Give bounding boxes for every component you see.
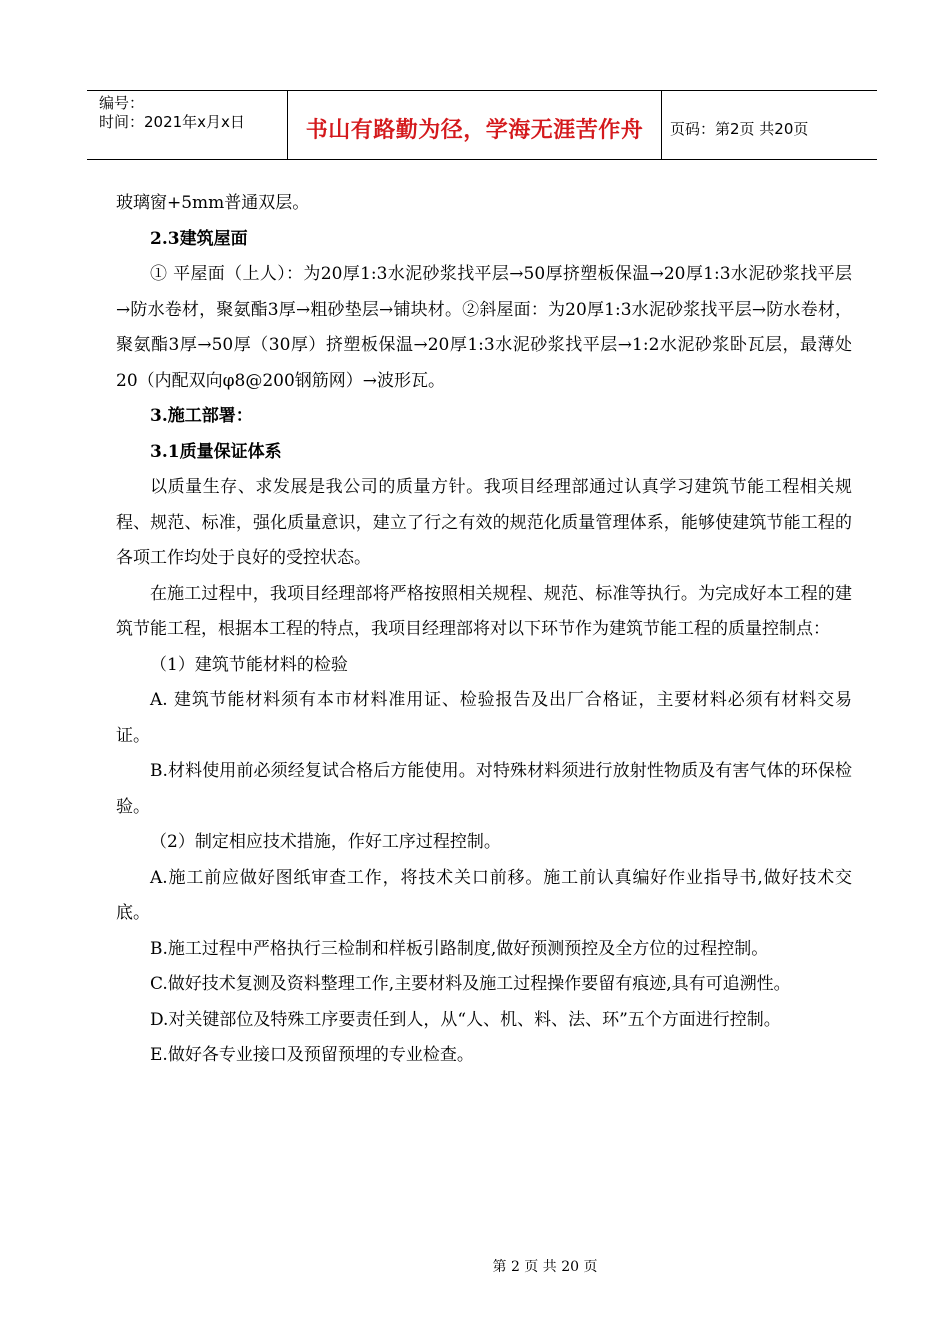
header-page-cell xyxy=(662,91,877,159)
header-table xyxy=(87,90,877,160)
list-item: E.做好各专业接口及预留预埋的专业检查。 xyxy=(150,1045,474,1065)
list-item: A. 建筑节能材料须有本市材料准用证、检验报告及出厂合格证，主要材料必须有材料交易证。 xyxy=(116,690,852,746)
list-heading: （1）建筑节能材料的检验 xyxy=(150,654,348,675)
footer-page-number: 第 2 页 共 20 页 xyxy=(492,1259,598,1275)
paragraph: ① 平屋面（上人）：为20厚1:3水泥砂浆找平层→50厚挤塑板保温→20厚1:3水泥砂浆找平层→防水卷材，聚氨酯3厚→粗砂垫层→铺块材。②斜屋面：为20厚1:3水泥砂浆找平层→防水卷材，聚氨酯3厚→50厚（30厚）挤塑板保温→20厚1:3水泥砂浆找平层→1:2水泥砂浆卧瓦层，最薄处20（内配双向φ8@200钢筋网）→波形瓦。 xyxy=(116,264,852,391)
section-heading: 3.1质量保证体系 xyxy=(150,441,282,462)
header-meta-cell xyxy=(87,91,288,159)
number-label: 编号： xyxy=(99,94,145,112)
paragraph: 以质量生存、求发展是我公司的质量方针。我项目经理部通过认真学习建筑节能工程相关规程、规范、标准，强化质量意识，建立了行之有效的规范化质量管理体系，能够使建筑节能工程的各项工作均处于良好的受控状态。 xyxy=(116,477,852,568)
motto-text: 书山有路勤为径，学海无涯苦作舟 xyxy=(305,117,644,143)
list-item: C.做好技术复测及资料整理工作,主要材料及施工过程操作要留有痕迹,具有可追溯性。 xyxy=(150,974,791,994)
section-heading: 2.3建筑屋面 xyxy=(150,228,248,249)
list-item: B.施工过程中严格执行三检制和样板引路制度,做好预测预控及全方位的过程控制。 xyxy=(150,938,769,959)
time-label: 时间：2021年x月x日 xyxy=(99,113,245,131)
list-item: D.对关键部位及特殊工序要责任到人，从“人、机、料、法、环”五个方面进行控制。 xyxy=(150,1009,781,1030)
page-label: 页码：第2页 共20页 xyxy=(670,119,809,138)
list-item: A.施工前应做好图纸审查工作，将技术关口前移。施工前认真编好作业指导书,做好技术交底。 xyxy=(116,867,852,923)
paragraph: 在施工过程中，我项目经理部将严格按照相关规程、规范、标准等执行。为完成好本工程的建筑节能工程，根据本工程的特点，我项目经理部将对以下环节作为建筑节能工程的质量控制点： xyxy=(116,583,852,639)
header-motto-cell xyxy=(288,91,662,159)
page-footer xyxy=(0,1256,950,1276)
document-body xyxy=(116,186,852,1074)
list-item: B.材料使用前必须经复试合格后方能使用。对特殊材料须进行放射性物质及有害气体的环保检验。 xyxy=(116,761,852,817)
paragraph: 玻璃窗+5mm普通双层。 xyxy=(116,193,310,213)
section-heading: 3.施工部署： xyxy=(150,406,253,426)
list-heading: （2）制定相应技术措施，作好工序过程控制。 xyxy=(150,832,501,852)
